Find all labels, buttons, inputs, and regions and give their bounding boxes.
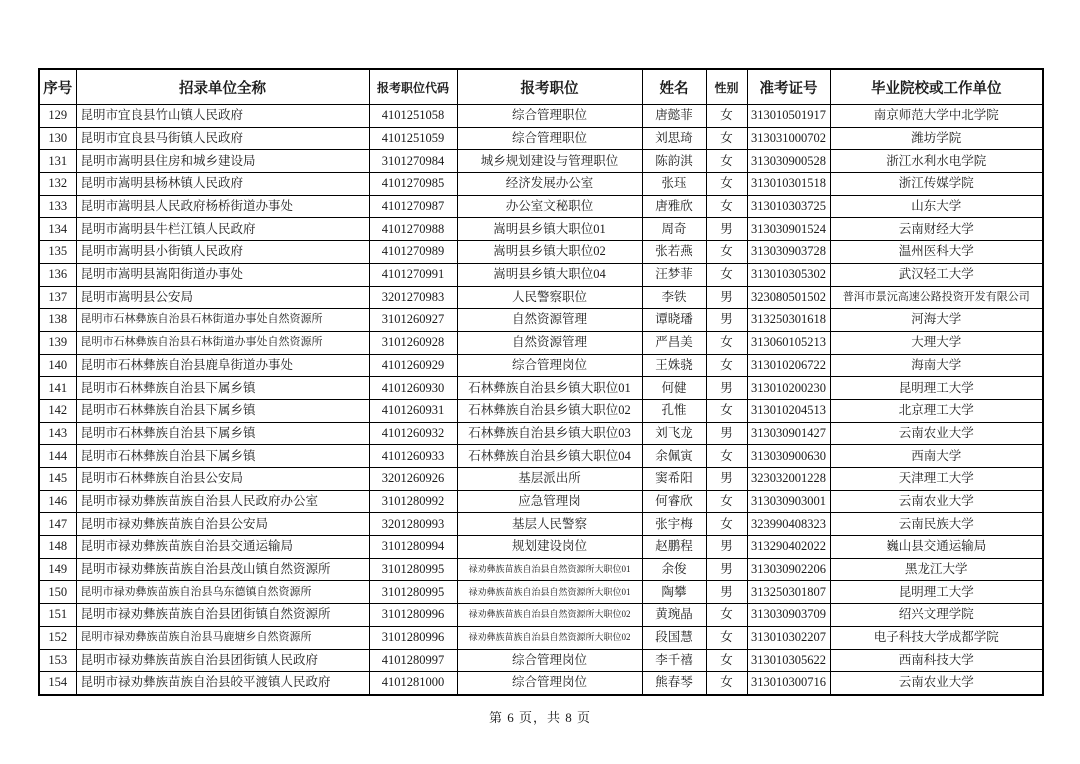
table-row xyxy=(39,195,1043,218)
name-cell: 赵鹏程 xyxy=(642,536,706,559)
position-cell: 综合管理职位 xyxy=(457,127,642,150)
page-footer: 第 6 页，共 8 页 xyxy=(488,710,591,725)
seq-cell: 138 xyxy=(39,309,76,332)
unit-cell: 昆明市禄劝彝族苗族自治县皎平渡镇人民政府 xyxy=(76,672,369,695)
code-cell: 4101270991 xyxy=(369,263,457,286)
seq-cell: 143 xyxy=(39,422,76,445)
name-cell: 张若燕 xyxy=(642,241,706,264)
school-cell: 云南民族大学 xyxy=(830,513,1043,536)
code-cell: 3201260926 xyxy=(369,468,457,491)
unit-cell: 昆明市嵩明县住房和城乡建设局 xyxy=(76,150,369,173)
school-cell: 黑龙江大学 xyxy=(830,558,1043,581)
col-header-ticket: 准考证号 xyxy=(747,69,830,105)
gender-cell: 女 xyxy=(706,490,747,513)
position-cell: 城乡规划建设与管理职位 xyxy=(457,150,642,173)
position-cell: 综合管理岗位 xyxy=(457,672,642,695)
name-cell: 李千禧 xyxy=(642,649,706,672)
name-cell: 张珏 xyxy=(642,173,706,196)
seq-cell: 133 xyxy=(39,195,76,218)
seq-cell: 144 xyxy=(39,445,76,468)
gender-cell: 女 xyxy=(706,331,747,354)
gender-cell: 男 xyxy=(706,218,747,241)
school-cell: 浙江传媒学院 xyxy=(830,173,1043,196)
unit-cell: 昆明市石林彝族自治县石林街道办事处自然资源所 xyxy=(76,331,369,354)
position-cell: 人民警察职位 xyxy=(457,286,642,309)
code-cell: 3101280992 xyxy=(369,490,457,513)
col-header-code: 报考职位代码 xyxy=(369,69,457,105)
name-cell: 段国慧 xyxy=(642,626,706,649)
school-cell: 云南农业大学 xyxy=(830,490,1043,513)
gender-cell: 女 xyxy=(706,105,747,128)
position-cell: 自然资源管理 xyxy=(457,309,642,332)
header-row xyxy=(39,69,1043,105)
ticket-cell: 323080501502 xyxy=(747,286,830,309)
name-cell: 黄琬晶 xyxy=(642,604,706,627)
position-cell: 嵩明县乡镇大职位04 xyxy=(457,263,642,286)
gender-cell: 男 xyxy=(706,286,747,309)
ticket-cell: 313030902206 xyxy=(747,558,830,581)
school-cell: 电子科技大学成都学院 xyxy=(830,626,1043,649)
gender-cell: 女 xyxy=(706,354,747,377)
gender-cell: 女 xyxy=(706,513,747,536)
school-cell: 武汉轻工大学 xyxy=(830,263,1043,286)
position-cell: 嵩明县乡镇大职位01 xyxy=(457,218,642,241)
code-cell: 4101270989 xyxy=(369,241,457,264)
seq-cell: 152 xyxy=(39,626,76,649)
school-cell: 昆明理工大学 xyxy=(830,581,1043,604)
school-cell: 天津理工大学 xyxy=(830,468,1043,491)
table-row xyxy=(39,173,1043,196)
table-row xyxy=(39,331,1043,354)
name-cell: 周奇 xyxy=(642,218,706,241)
gender-cell: 女 xyxy=(706,399,747,422)
position-cell: 嵩明县乡镇大职位02 xyxy=(457,241,642,264)
recruitment-table xyxy=(38,68,1044,696)
table-row xyxy=(39,263,1043,286)
seq-cell: 150 xyxy=(39,581,76,604)
gender-cell: 男 xyxy=(706,581,747,604)
unit-cell: 昆明市嵩明县杨林镇人民政府 xyxy=(76,173,369,196)
position-cell: 石林彝族自治县乡镇大职位04 xyxy=(457,445,642,468)
school-cell: 山东大学 xyxy=(830,195,1043,218)
unit-cell: 昆明市石林彝族自治县石林街道办事处自然资源所 xyxy=(76,309,369,332)
school-cell: 昆明理工大学 xyxy=(830,377,1043,400)
position-cell: 综合管理岗位 xyxy=(457,649,642,672)
code-cell: 4101260931 xyxy=(369,399,457,422)
ticket-cell: 313010305302 xyxy=(747,263,830,286)
code-cell: 3201270983 xyxy=(369,286,457,309)
table-row xyxy=(39,558,1043,581)
unit-cell: 昆明市禄劝彝族苗族自治县团街镇人民政府 xyxy=(76,649,369,672)
seq-cell: 147 xyxy=(39,513,76,536)
seq-cell: 137 xyxy=(39,286,76,309)
unit-cell: 昆明市石林彝族自治县下属乡镇 xyxy=(76,422,369,445)
seq-cell: 134 xyxy=(39,218,76,241)
code-cell: 3101270984 xyxy=(369,150,457,173)
school-cell: 潍坊学院 xyxy=(830,127,1043,150)
position-cell: 禄劝彝族苗族自治县自然资源所大职位01 xyxy=(457,581,642,604)
unit-cell: 昆明市嵩明县小街镇人民政府 xyxy=(76,241,369,264)
table-row xyxy=(39,399,1043,422)
gender-cell: 女 xyxy=(706,127,747,150)
code-cell: 4101260929 xyxy=(369,354,457,377)
school-cell: 云南财经大学 xyxy=(830,218,1043,241)
position-cell: 基层派出所 xyxy=(457,468,642,491)
col-header-school: 毕业院校或工作单位 xyxy=(830,69,1043,105)
seq-cell: 132 xyxy=(39,173,76,196)
unit-cell: 昆明市禄劝彝族苗族自治县公安局 xyxy=(76,513,369,536)
seq-cell: 141 xyxy=(39,377,76,400)
table-row xyxy=(39,468,1043,491)
name-cell: 谭晓璠 xyxy=(642,309,706,332)
gender-cell: 女 xyxy=(706,445,747,468)
position-cell: 石林彝族自治县乡镇大职位03 xyxy=(457,422,642,445)
seq-cell: 129 xyxy=(39,105,76,128)
gender-cell: 女 xyxy=(706,604,747,627)
gender-cell: 男 xyxy=(706,536,747,559)
unit-cell: 昆明市禄劝彝族苗族自治县乌东德镇自然资源所 xyxy=(76,581,369,604)
code-cell: 4101251059 xyxy=(369,127,457,150)
ticket-cell: 313250301807 xyxy=(747,581,830,604)
name-cell: 陈韵淇 xyxy=(642,150,706,173)
table-row xyxy=(39,649,1043,672)
table-row xyxy=(39,626,1043,649)
unit-cell: 昆明市禄劝彝族苗族自治县马鹿塘乡自然资源所 xyxy=(76,626,369,649)
ticket-cell: 313060105213 xyxy=(747,331,830,354)
unit-cell: 昆明市禄劝彝族苗族自治县人民政府办公室 xyxy=(76,490,369,513)
seq-cell: 145 xyxy=(39,468,76,491)
position-cell: 禄劝彝族苗族自治县自然资源所大职位02 xyxy=(457,604,642,627)
unit-cell: 昆明市宜良县竹山镇人民政府 xyxy=(76,105,369,128)
code-cell: 4101281000 xyxy=(369,672,457,695)
code-cell: 3101260927 xyxy=(369,309,457,332)
name-cell: 陶攀 xyxy=(642,581,706,604)
school-cell: 普洱市景沅高速公路投资开发有限公司 xyxy=(830,286,1043,309)
name-cell: 唐懿菲 xyxy=(642,105,706,128)
position-cell: 自然资源管理 xyxy=(457,331,642,354)
school-cell: 南京师范大学中北学院 xyxy=(830,105,1043,128)
code-cell: 4101251058 xyxy=(369,105,457,128)
ticket-cell: 313030903728 xyxy=(747,241,830,264)
name-cell: 熊春琴 xyxy=(642,672,706,695)
name-cell: 窦希阳 xyxy=(642,468,706,491)
col-header-unit: 招录单位全称 xyxy=(76,69,369,105)
ticket-cell: 323990408323 xyxy=(747,513,830,536)
position-cell: 办公室文秘职位 xyxy=(457,195,642,218)
gender-cell: 女 xyxy=(706,672,747,695)
unit-cell: 昆明市嵩明县人民政府杨桥街道办事处 xyxy=(76,195,369,218)
ticket-cell: 313030900630 xyxy=(747,445,830,468)
gender-cell: 女 xyxy=(706,263,747,286)
ticket-cell: 313250301618 xyxy=(747,309,830,332)
table-body xyxy=(39,105,1043,695)
school-cell: 北京理工大学 xyxy=(830,399,1043,422)
ticket-cell: 313010305622 xyxy=(747,649,830,672)
ticket-cell: 313010300716 xyxy=(747,672,830,695)
school-cell: 云南农业大学 xyxy=(830,672,1043,695)
name-cell: 汪梦菲 xyxy=(642,263,706,286)
seq-cell: 148 xyxy=(39,536,76,559)
position-cell: 基层人民警察 xyxy=(457,513,642,536)
name-cell: 张宇梅 xyxy=(642,513,706,536)
ticket-cell: 313030903001 xyxy=(747,490,830,513)
unit-cell: 昆明市嵩明县嵩阳街道办事处 xyxy=(76,263,369,286)
gender-cell: 男 xyxy=(706,422,747,445)
table-row xyxy=(39,490,1043,513)
code-cell: 3101280996 xyxy=(369,626,457,649)
unit-cell: 昆明市宜良县马街镇人民政府 xyxy=(76,127,369,150)
name-cell: 何健 xyxy=(642,377,706,400)
school-cell: 浙江水利水电学院 xyxy=(830,150,1043,173)
name-cell: 王姝骁 xyxy=(642,354,706,377)
code-cell: 4101260930 xyxy=(369,377,457,400)
position-cell: 综合管理岗位 xyxy=(457,354,642,377)
ticket-cell: 313010200230 xyxy=(747,377,830,400)
ticket-cell: 313010302207 xyxy=(747,626,830,649)
ticket-cell: 313010301518 xyxy=(747,173,830,196)
name-cell: 李铁 xyxy=(642,286,706,309)
name-cell: 刘思琦 xyxy=(642,127,706,150)
name-cell: 余俊 xyxy=(642,558,706,581)
seq-cell: 146 xyxy=(39,490,76,513)
unit-cell: 昆明市嵩明县牛栏江镇人民政府 xyxy=(76,218,369,241)
ticket-cell: 323032001228 xyxy=(747,468,830,491)
gender-cell: 女 xyxy=(706,173,747,196)
table-row xyxy=(39,286,1043,309)
gender-cell: 女 xyxy=(706,150,747,173)
name-cell: 唐雅欣 xyxy=(642,195,706,218)
school-cell: 河海大学 xyxy=(830,309,1043,332)
code-cell: 3101260928 xyxy=(369,331,457,354)
seq-cell: 130 xyxy=(39,127,76,150)
table-row xyxy=(39,422,1043,445)
ticket-cell: 313010206722 xyxy=(747,354,830,377)
gender-cell: 女 xyxy=(706,241,747,264)
table-row xyxy=(39,127,1043,150)
unit-cell: 昆明市禄劝彝族苗族自治县茂山镇自然资源所 xyxy=(76,558,369,581)
table-row xyxy=(39,218,1043,241)
gender-cell: 女 xyxy=(706,626,747,649)
position-cell: 规划建设岗位 xyxy=(457,536,642,559)
unit-cell: 昆明市石林彝族自治县鹿阜街道办事处 xyxy=(76,354,369,377)
school-cell: 云南农业大学 xyxy=(830,422,1043,445)
ticket-cell: 313010303725 xyxy=(747,195,830,218)
gender-cell: 女 xyxy=(706,649,747,672)
gender-cell: 男 xyxy=(706,309,747,332)
ticket-cell: 313030900528 xyxy=(747,150,830,173)
col-header-position: 报考职位 xyxy=(457,69,642,105)
seq-cell: 140 xyxy=(39,354,76,377)
gender-cell: 男 xyxy=(706,377,747,400)
col-header-gender: 性别 xyxy=(706,69,747,105)
seq-cell: 149 xyxy=(39,558,76,581)
seq-cell: 151 xyxy=(39,604,76,627)
table-row xyxy=(39,672,1043,695)
table-row xyxy=(39,581,1043,604)
table-row xyxy=(39,377,1043,400)
unit-cell: 昆明市石林彝族自治县下属乡镇 xyxy=(76,377,369,400)
table-row xyxy=(39,105,1043,128)
unit-cell: 昆明市石林彝族自治县公安局 xyxy=(76,468,369,491)
code-cell: 3101280996 xyxy=(369,604,457,627)
name-cell: 孔惟 xyxy=(642,399,706,422)
seq-cell: 153 xyxy=(39,649,76,672)
seq-cell: 139 xyxy=(39,331,76,354)
seq-cell: 154 xyxy=(39,672,76,695)
table-row xyxy=(39,309,1043,332)
table-row xyxy=(39,536,1043,559)
name-cell: 何睿欣 xyxy=(642,490,706,513)
unit-cell: 昆明市禄劝彝族苗族自治县交通运输局 xyxy=(76,536,369,559)
unit-cell: 昆明市石林彝族自治县下属乡镇 xyxy=(76,445,369,468)
col-header-name: 姓名 xyxy=(642,69,706,105)
school-cell: 西南科技大学 xyxy=(830,649,1043,672)
seq-cell: 136 xyxy=(39,263,76,286)
school-cell: 海南大学 xyxy=(830,354,1043,377)
school-cell: 巍山县交通运输局 xyxy=(830,536,1043,559)
position-cell: 禄劝彝族苗族自治县自然资源所大职位02 xyxy=(457,626,642,649)
position-cell: 经济发展办公室 xyxy=(457,173,642,196)
position-cell: 石林彝族自治县乡镇大职位01 xyxy=(457,377,642,400)
table-row xyxy=(39,150,1043,173)
name-cell: 余佩寅 xyxy=(642,445,706,468)
ticket-cell: 313031000702 xyxy=(747,127,830,150)
code-cell: 3101280995 xyxy=(369,581,457,604)
school-cell: 温州医科大学 xyxy=(830,241,1043,264)
table-row xyxy=(39,445,1043,468)
seq-cell: 135 xyxy=(39,241,76,264)
position-cell: 应急管理岗 xyxy=(457,490,642,513)
gender-cell: 男 xyxy=(706,558,747,581)
unit-cell: 昆明市禄劝彝族苗族自治县团街镇自然资源所 xyxy=(76,604,369,627)
col-header-seq: 序号 xyxy=(39,69,76,105)
code-cell: 4101270988 xyxy=(369,218,457,241)
code-cell: 3101280995 xyxy=(369,558,457,581)
ticket-cell: 313010204513 xyxy=(747,399,830,422)
seq-cell: 131 xyxy=(39,150,76,173)
unit-cell: 昆明市石林彝族自治县下属乡镇 xyxy=(76,399,369,422)
school-cell: 西南大学 xyxy=(830,445,1043,468)
seq-cell: 142 xyxy=(39,399,76,422)
position-cell: 石林彝族自治县乡镇大职位02 xyxy=(457,399,642,422)
table-row xyxy=(39,241,1043,264)
code-cell: 4101270985 xyxy=(369,173,457,196)
school-cell: 大理大学 xyxy=(830,331,1043,354)
unit-cell: 昆明市嵩明县公安局 xyxy=(76,286,369,309)
school-cell: 绍兴文理学院 xyxy=(830,604,1043,627)
ticket-cell: 313290402022 xyxy=(747,536,830,559)
table-row xyxy=(39,513,1043,536)
ticket-cell: 313030901524 xyxy=(747,218,830,241)
gender-cell: 男 xyxy=(706,468,747,491)
code-cell: 4101260933 xyxy=(369,445,457,468)
code-cell: 4101270987 xyxy=(369,195,457,218)
ticket-cell: 313030901427 xyxy=(747,422,830,445)
table-row xyxy=(39,604,1043,627)
code-cell: 4101280997 xyxy=(369,649,457,672)
position-cell: 禄劝彝族苗族自治县自然资源所大职位01 xyxy=(457,558,642,581)
code-cell: 3101280994 xyxy=(369,536,457,559)
ticket-cell: 313010501917 xyxy=(747,105,830,128)
code-cell: 3201280993 xyxy=(369,513,457,536)
ticket-cell: 313030903709 xyxy=(747,604,830,627)
name-cell: 严昌美 xyxy=(642,331,706,354)
table-row xyxy=(39,354,1043,377)
code-cell: 4101260932 xyxy=(369,422,457,445)
gender-cell: 女 xyxy=(706,195,747,218)
name-cell: 刘飞龙 xyxy=(642,422,706,445)
position-cell: 综合管理职位 xyxy=(457,105,642,128)
